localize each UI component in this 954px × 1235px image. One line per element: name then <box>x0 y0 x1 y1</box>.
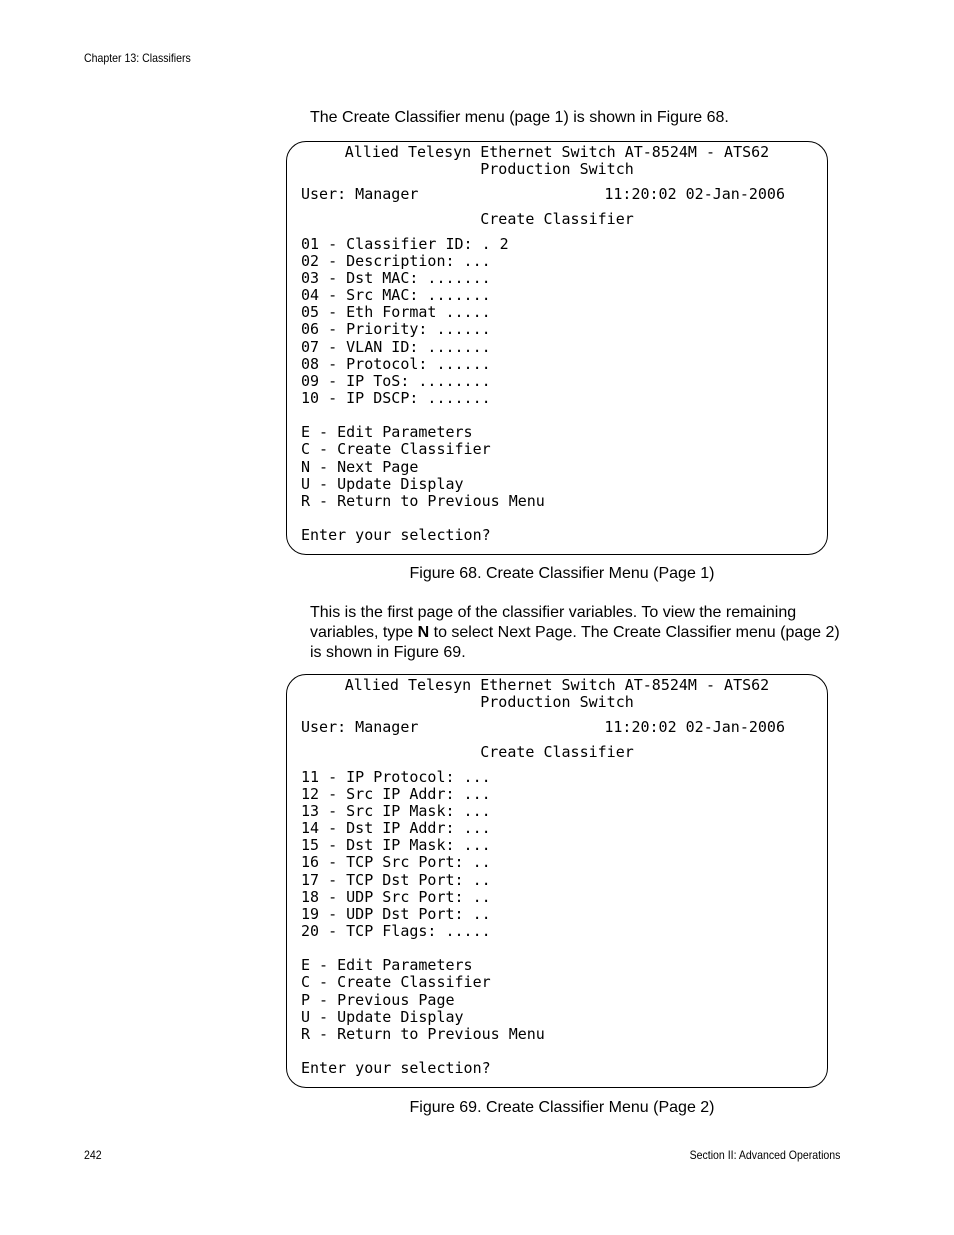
menu-item-src-ip-mask: 13 - Src IP Mask: ... <box>301 802 491 820</box>
body-text-2: to select Next Page. The Create Classifier menu (page 2) is shown in Figure 69. <box>310 624 840 661</box>
selection-prompt: Enter your selection? <box>301 526 491 544</box>
menu-item-vlan-id: 07 - VLAN ID: ....... <box>301 338 491 356</box>
command-update-display: U - Update Display <box>301 475 464 493</box>
body-text-1: This is the first page of the classifier variables. To view the remaining variables, type <box>310 604 797 641</box>
menu-item-priority: 06 - Priority: ...... <box>301 320 491 338</box>
user-label: User: Manager <box>301 718 419 736</box>
command-next-page: N - Next Page <box>301 458 419 476</box>
terminal-screen-page-2 <box>286 674 828 1088</box>
body-paragraph <box>310 603 840 663</box>
command-return-previous-menu: R - Return to Previous Menu <box>301 1025 545 1043</box>
command-previous-page: P - Previous Page <box>301 991 455 1009</box>
command-create-classifier: C - Create Classifier <box>301 440 491 458</box>
menu-item-description: 02 - Description: ... <box>301 252 491 270</box>
figure-68-caption: Figure 68. Create Classifier Menu (Page 1) <box>409 565 715 582</box>
figure-69-caption: Figure 69. Create Classifier Menu (Page 2) <box>409 1099 715 1116</box>
datetime-label: 11:20:02 02-Jan-2006 <box>604 185 785 203</box>
menu-item-eth-format: 05 - Eth Format ..... <box>301 303 491 321</box>
menu-title: Create Classifier <box>480 743 634 761</box>
menu-item-ip-dscp: 10 - IP DSCP: ....... <box>301 389 491 407</box>
menu-item-tcp-dst-port: 17 - TCP Dst Port: .. <box>301 871 491 889</box>
command-edit-parameters: E - Edit Parameters <box>301 423 473 441</box>
command-edit-parameters: E - Edit Parameters <box>301 956 473 974</box>
body-text-key: N <box>417 624 430 641</box>
menu-item-ip-tos: 09 - IP ToS: ........ <box>301 372 491 390</box>
selection-prompt: Enter your selection? <box>301 1059 491 1077</box>
menu-item-udp-src-port: 18 - UDP Src Port: .. <box>301 888 491 906</box>
datetime-label: 11:20:02 02-Jan-2006 <box>604 718 785 736</box>
menu-item-src-mac: 04 - Src MAC: ....... <box>301 286 491 304</box>
section-footer: Section II: Advanced Operations <box>689 1148 840 1162</box>
menu-item-dst-mac: 03 - Dst MAC: ....... <box>301 269 491 287</box>
menu-item-src-ip-addr: 12 - Src IP Addr: ... <box>301 785 491 803</box>
menu-item-protocol: 08 - Protocol: ...... <box>301 355 491 373</box>
page-number: 242 <box>84 1148 102 1162</box>
menu-item-ip-protocol: 11 - IP Protocol: ... <box>301 768 491 786</box>
menu-item-udp-dst-port: 19 - UDP Dst Port: .. <box>301 905 491 923</box>
chapter-header: Chapter 13: Classifiers <box>84 51 191 65</box>
menu-item-dst-ip-addr: 14 - Dst IP Addr: ... <box>301 819 491 837</box>
terminal-screen-page-1 <box>286 141 828 555</box>
user-label: User: Manager <box>301 185 419 203</box>
command-update-display: U - Update Display <box>301 1008 464 1026</box>
menu-item-classifier-id: 01 - Classifier ID: . 2 <box>301 235 509 253</box>
command-create-classifier: C - Create Classifier <box>301 973 491 991</box>
screen-title: Allied Telesyn Ethernet Switch AT-8524M - ATS62 <box>344 676 770 694</box>
menu-item-tcp-flags: 20 - TCP Flags: ..... <box>301 922 491 940</box>
command-return-previous-menu: R - Return to Previous Menu <box>301 492 545 510</box>
intro-paragraph: The Create Classifier menu (page 1) is shown in Figure 68. <box>310 109 729 126</box>
screen-subtitle: Production Switch <box>480 160 634 178</box>
menu-item-dst-ip-mask: 15 - Dst IP Mask: ... <box>301 836 491 854</box>
screen-title: Allied Telesyn Ethernet Switch AT-8524M - ATS62 <box>344 143 770 161</box>
screen-subtitle: Production Switch <box>480 693 634 711</box>
menu-title: Create Classifier <box>480 210 634 228</box>
menu-item-tcp-src-port: 16 - TCP Src Port: .. <box>301 853 491 871</box>
